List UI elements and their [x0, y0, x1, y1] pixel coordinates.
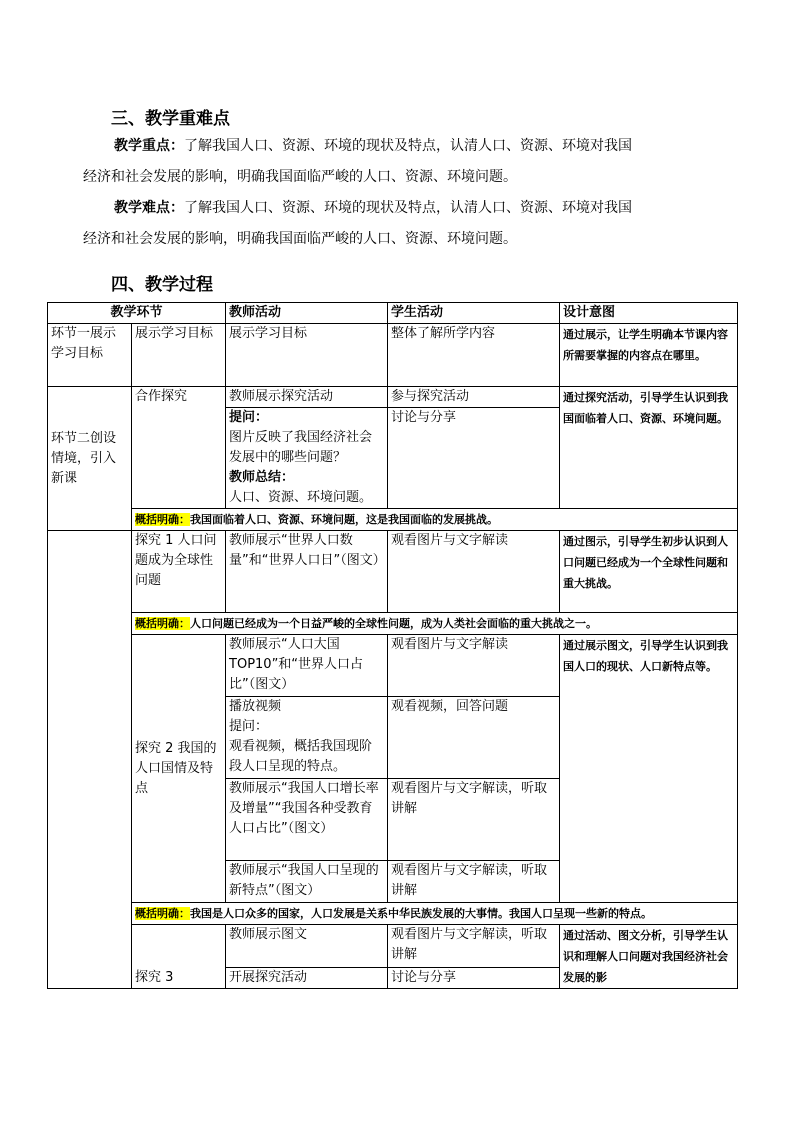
table-row: [48, 635, 738, 697]
explore1-summary-label: 概括明确：: [135, 617, 190, 630]
header-stage: 教学环节: [48, 303, 226, 324]
stage1-cell: 环节一展示学习目标: [48, 324, 132, 387]
table-row: [48, 509, 738, 531]
difficulty-text-2: 经济和社会发展的影响，明确我国面临严峻的人口、资源、环境问题。: [83, 231, 517, 247]
header-student: 学生活动: [388, 303, 560, 324]
stage2-teacher-cell-1: 教师展示探究活动: [226, 387, 388, 408]
explore2-student-cell-4: 观看图片与文字解读，听取讲解: [388, 861, 560, 903]
explore1-summary-cell: [132, 613, 738, 635]
stage2-conclusion-label: 教师总结：: [229, 470, 295, 485]
explore2-teacher-cell-3: 教师展示“我国人口增长率及增量”“我国各种受教育人口占比”（图文）: [226, 779, 388, 861]
table-row: [48, 531, 738, 613]
stage2-teacher-cell-2: [226, 408, 388, 509]
stage2-sub-cell: 合作探究: [132, 387, 226, 509]
table-row: [48, 925, 738, 968]
explore3-student-cell-2: 讨论与分享: [388, 967, 560, 988]
stage1-design-cell: 通过展示，让学生明确本节课内容所需要掌握的内容点在哪里。: [560, 324, 738, 387]
explore2-teacher-cell-1: 教师展示“人口大国TOP10”和“世界人口占比”（图文）: [226, 635, 388, 697]
explore2-teacher-cell-4: 教师展示“我国人口呈现的新特点”（图文）: [226, 861, 388, 903]
difficulty-text-1: 了解我国人口、资源、环境的现状及特点，认清人口、资源、环境对我国: [184, 200, 632, 216]
explore1-sub-cell: 探究 1 人口问题成为全球性问题: [132, 531, 226, 613]
stage1-student-cell: 整体了解所学内容: [388, 324, 560, 387]
table-row: [48, 387, 738, 408]
explore1-student-cell: 观看图片与文字解读: [388, 531, 560, 613]
stage2-design-cell: 通过探究活动，引导学生认识到我国面临着人口、资源、环境问题。: [560, 387, 738, 509]
explore1-teacher-cell: 教师展示“世界人口数量”和“世界人口日”（图文）: [226, 531, 388, 613]
explore2-question-label: 提问：: [229, 719, 269, 734]
stage2-student-cell-1: 参与探究活动: [388, 387, 560, 408]
explore3-teacher-cell-1: 教师展示图文: [226, 925, 388, 968]
stage2-summary-text: 我国面临着人口、资源、环境问题，这是我国面临的发展挑战。: [190, 513, 498, 526]
explore1-summary-text: 人口问题已经成为一个日益严峻的全球性问题，成为人类社会面临的重大挑战之一。: [190, 617, 597, 630]
explore2-student-cell-1: 观看图片与文字解读: [388, 635, 560, 697]
explore3-design-cell: 通过活动、图文分析，引导学生认识和理解人口问题对我国经济社会发展的影: [560, 925, 738, 989]
stage2-summary-cell: [132, 509, 738, 531]
key-point-text-2: 经济和社会发展的影响，明确我国面临严峻的人口、资源、环境问题。: [83, 169, 517, 185]
stage3-blank-cell: [48, 531, 132, 989]
difficulty-label: 教学难点：: [114, 200, 184, 216]
explore2-student-cell-2: 观看视频，回答问题: [388, 697, 560, 779]
explore2-summary-cell: [132, 903, 738, 925]
teaching-process-table: [47, 302, 738, 989]
explore3-teacher-cell-2: 开展探究活动: [226, 967, 388, 988]
stage1-sub-cell: 展示学习目标: [132, 324, 226, 387]
table-row: [48, 903, 738, 925]
stage2-summary-label: 概括明确：: [135, 513, 190, 526]
key-point-label: 教学重点：: [114, 138, 184, 154]
explore2-video-text: 播放视频: [229, 699, 282, 714]
stage2-conclusion-text: 人口、资源、环境问题。: [229, 490, 373, 505]
header-teacher: 教师活动: [226, 303, 388, 324]
explore3-student-cell-1: 观看图片与文字解读，听取讲解: [388, 925, 560, 968]
explore3-sub-cell: 探究 3: [132, 925, 226, 989]
table-header-row: [48, 303, 738, 324]
explore2-summary-label: 概括明确：: [135, 907, 190, 920]
table-row: [48, 613, 738, 635]
section-title-process: 四、教学过程: [111, 275, 213, 295]
explore2-sub-cell: 探究 2 我国的人口国情及特点: [132, 635, 226, 903]
stage2-cell: 环节二创设情境，引入新课: [48, 387, 132, 531]
section-title-key-points: 三、教学重难点: [111, 109, 230, 129]
key-point-text-1: 了解我国人口、资源、环境的现状及特点，认清人口、资源、环境对我国: [184, 138, 632, 154]
explore2-question-text: 观看视频，概括我国现阶段人口呈现的特点。: [229, 739, 373, 774]
stage2-question-text: 图片反映了我国经济社会发展中的哪些问题？: [229, 430, 373, 465]
stage2-student-cell-2: 讨论与分享: [388, 408, 560, 509]
key-point-paragraph: [83, 131, 723, 193]
stage1-teacher-cell: 展示学习目标: [226, 324, 388, 387]
explore2-student-cell-3: 观看图片与文字解读，听取讲解: [388, 779, 560, 861]
header-design: 设计意图: [560, 303, 738, 324]
explore2-teacher-cell-2: [226, 697, 388, 779]
stage2-question-label: 提问：: [229, 410, 269, 425]
explore1-design-cell: 通过图示，引导学生初步认识到人口问题已经成为一个全球性问题和重大挑战。: [560, 531, 738, 613]
difficulty-paragraph: [83, 193, 723, 255]
explore2-summary-text: 我国是人口众多的国家，人口发展是关系中华民族发展的大事情。我国人口呈现一些新的特点。: [190, 907, 652, 920]
explore2-design-cell: 通过展示图文，引导学生认识到我国人口的现状、人口新特点等。: [560, 635, 738, 903]
table-row: [48, 324, 738, 387]
